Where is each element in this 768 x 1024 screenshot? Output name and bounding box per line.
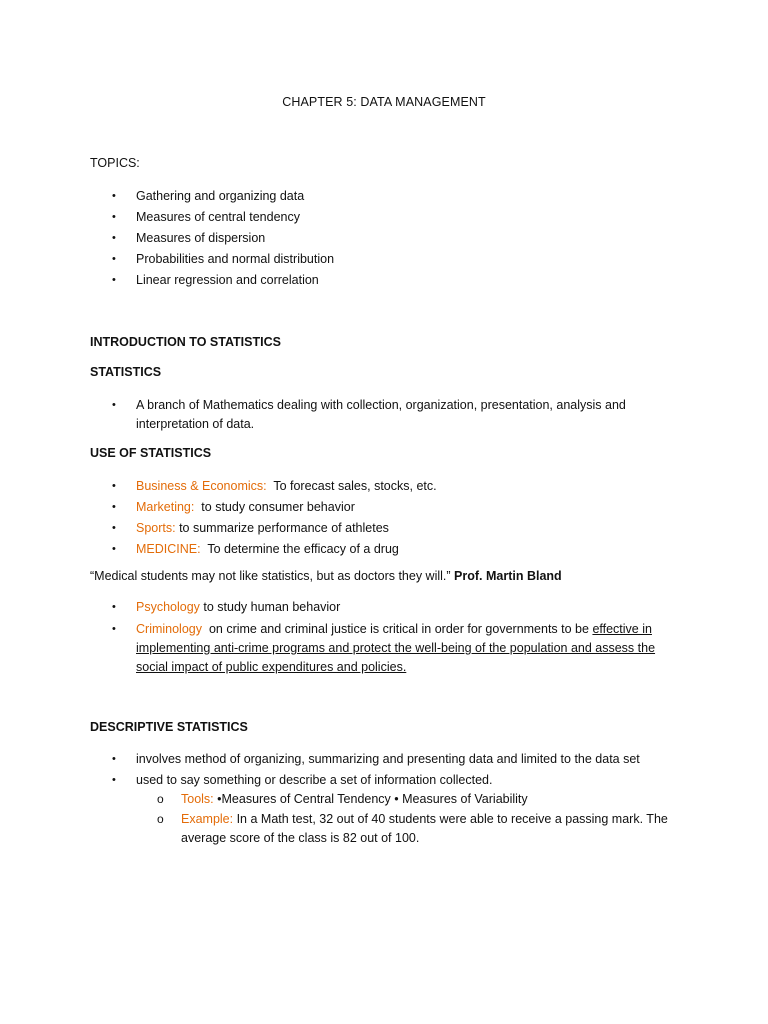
bullet-icon: • bbox=[112, 774, 116, 786]
bullet-icon: • bbox=[112, 190, 116, 202]
circle-bullet-icon: o bbox=[157, 812, 164, 826]
bullet-icon: • bbox=[112, 274, 116, 286]
descriptive-heading: DESCRIPTIVE STATISTICS bbox=[90, 720, 248, 734]
use-heading: USE OF STATISTICS bbox=[90, 446, 212, 460]
statistics-heading: STATISTICS bbox=[90, 365, 162, 379]
quote-author: Prof. Martin Bland bbox=[454, 569, 562, 583]
bullet-icon: • bbox=[112, 543, 116, 555]
list-item: • MEDICINE: To determine the efficacy of a drug bbox=[90, 539, 690, 560]
bullet-icon: • bbox=[112, 601, 116, 613]
list-item: • Marketing: to study consumer behavior bbox=[90, 497, 690, 518]
uses-list-2 bbox=[90, 598, 680, 677]
quote: “Medical students may not like statistics, but as doctors they will.” Prof. Martin Bland bbox=[90, 569, 562, 583]
list-item: • Business & Economics: To forecast sales, stocks, etc. bbox=[90, 476, 690, 497]
descriptive-sub-list bbox=[155, 790, 690, 848]
page-title: CHAPTER 5: DATA MANAGEMENT bbox=[282, 95, 486, 109]
list-item: • Measures of central tendency bbox=[90, 207, 690, 228]
uses-list bbox=[90, 476, 690, 560]
bullet-icon: • bbox=[112, 623, 116, 635]
bullet-icon: • bbox=[112, 480, 116, 492]
list-item: • Measures of dispersion bbox=[90, 228, 690, 249]
list-item: • Criminology on crime and criminal justice is critical in order for governments to be effective in implementing anti-crime programs and protect the well-being of the population and assess the social impact of public expenditures and policies. bbox=[112, 622, 656, 674]
topics-list bbox=[90, 186, 690, 291]
bullet-icon: • bbox=[112, 253, 116, 265]
list-item: • A branch of Mathematics dealing with collection, organization, presentation, analysis and interpretation of data. bbox=[112, 398, 626, 431]
bullet-icon: • bbox=[112, 399, 116, 411]
list-item: • Sports: to summarize performance of athletes bbox=[90, 518, 690, 539]
topics-label: TOPICS: bbox=[90, 156, 140, 170]
bullet-icon: • bbox=[112, 232, 116, 244]
bullet-icon: • bbox=[112, 501, 116, 513]
list-item: • Probabilities and normal distribution bbox=[90, 249, 690, 270]
list-item: o Example: In a Math test, 32 out of 40 students were able to receive a passing mark. The average score of the class is 82 out of 100. bbox=[157, 812, 668, 845]
bullet-icon: • bbox=[112, 753, 116, 765]
intro-heading: INTRODUCTION TO STATISTICS bbox=[90, 335, 281, 349]
list-item: • Psychology to study human behavior bbox=[90, 598, 680, 617]
list-item: • involves method of organizing, summarizing and presenting data and limited to the data set bbox=[90, 749, 690, 770]
list-item: • used to say something or describe a set of information collected. bbox=[90, 770, 690, 791]
descriptive-list bbox=[90, 749, 690, 791]
list-item: o Tools: •Measures of Central Tendency • Measures of Variability bbox=[155, 790, 690, 809]
statistics-definition-list bbox=[90, 396, 650, 434]
bullet-icon: • bbox=[112, 211, 116, 223]
bullet-icon: • bbox=[112, 522, 116, 534]
list-item: • Linear regression and correlation bbox=[90, 270, 690, 291]
list-item: • Gathering and organizing data bbox=[90, 186, 690, 207]
circle-bullet-icon: o bbox=[157, 792, 164, 806]
